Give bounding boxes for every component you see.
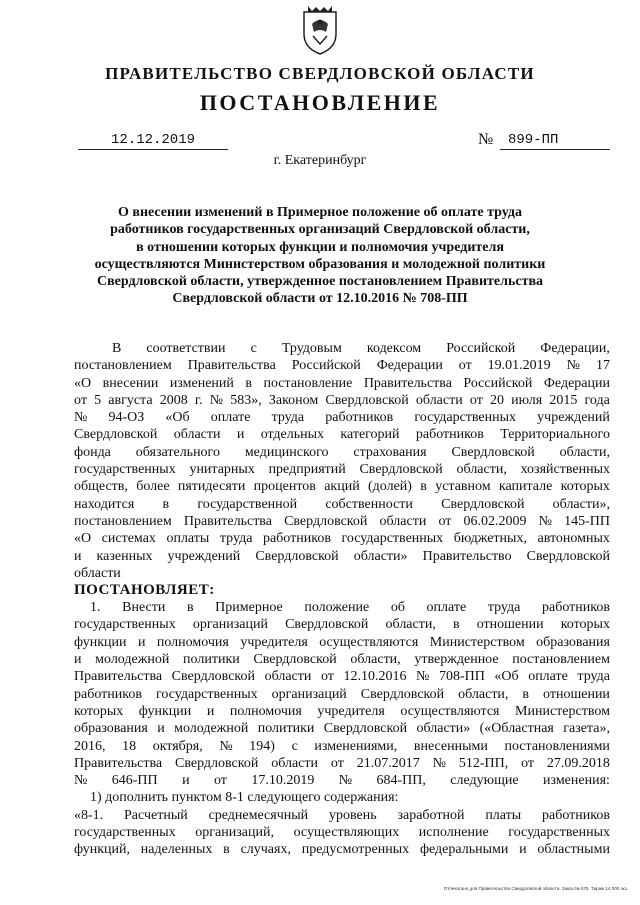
word: изменениями,: [314, 738, 398, 754]
word: Свердловской: [255, 548, 339, 564]
word: Свердловской: [74, 427, 158, 443]
word: области,: [385, 617, 436, 633]
word: постановление: [263, 375, 353, 391]
word: Свердловской: [359, 462, 443, 478]
word: собственности: [325, 496, 413, 512]
word: работников: [542, 807, 610, 823]
word: областными: [537, 842, 610, 858]
text-line: [74, 720, 610, 737]
word: 18: [122, 738, 137, 754]
word: Свердловской: [451, 444, 535, 460]
word: 27.09.2018: [546, 755, 610, 771]
text-line: [74, 357, 610, 374]
word: организаций: [271, 686, 347, 702]
word: и: [74, 548, 82, 564]
heading-line: О внесении изменений в Примерное положение об оплате труда: [118, 205, 522, 220]
word: учредителя: [317, 703, 385, 719]
word: 2016,: [74, 738, 106, 754]
word: утвержденное: [414, 652, 499, 668]
document-date: 12.12.2019: [78, 132, 228, 150]
word: в: [162, 496, 170, 512]
text-line: [74, 616, 610, 633]
word: казенных: [96, 548, 153, 564]
word: 145-ПП: [564, 513, 610, 529]
word: осуществляются: [400, 703, 500, 719]
word: оплате: [426, 600, 467, 616]
text-line: [74, 755, 610, 772]
text-line: [74, 513, 610, 530]
word: медицинского: [244, 444, 329, 460]
text-line: [74, 444, 610, 461]
word: находится: [74, 496, 135, 512]
word: которых: [560, 479, 610, 495]
word: Министерством: [429, 634, 525, 650]
word: более: [136, 479, 170, 495]
word: и: [519, 842, 527, 858]
word: №: [432, 755, 446, 771]
number-label: №: [478, 131, 494, 148]
word: в: [186, 600, 194, 616]
word: работников: [262, 531, 331, 547]
heading-line: в отношении которых функции и полномочия учредителя: [136, 239, 504, 255]
item-1-paragraph: [74, 599, 610, 789]
word: работников: [542, 600, 610, 616]
word: области,: [458, 686, 509, 702]
word: от: [320, 669, 334, 685]
word: в: [420, 479, 427, 495]
word: следующие: [450, 773, 519, 789]
word: от: [330, 755, 344, 771]
word: области: [415, 392, 463, 408]
word: Российской: [446, 341, 516, 356]
word: и: [74, 652, 82, 668]
word: Свердловской: [325, 392, 409, 408]
word: политики: [257, 721, 315, 737]
word: капитале: [498, 479, 553, 495]
word: которых: [560, 617, 610, 633]
word: Российской: [291, 358, 361, 374]
word: 2008: [159, 392, 188, 408]
word: 06.02.2009: [463, 513, 527, 529]
coat-of-arms-emblem: [298, 4, 342, 56]
word: от: [74, 392, 87, 408]
word: от: [438, 513, 452, 529]
text-line: [74, 496, 610, 513]
word: случаях,: [240, 842, 291, 858]
heading-line: Свердловской области, утвержденное постановлением Правительства: [96, 274, 544, 290]
text-line: [74, 461, 610, 478]
word: №: [74, 773, 88, 789]
text-line: [74, 668, 610, 685]
word: Российской: [463, 375, 533, 391]
document-heading: [90, 204, 550, 308]
word: и: [236, 427, 245, 443]
word: бюджетных,: [453, 531, 527, 547]
word: полномочия: [156, 634, 229, 650]
word: об: [390, 600, 405, 616]
text-line: [74, 686, 610, 703]
word: 12.10.2016: [343, 669, 407, 685]
word: Свердловской: [253, 652, 337, 668]
word: Федерации: [376, 358, 443, 374]
text-line: [74, 392, 610, 409]
document-number: 899-ПП: [500, 132, 610, 150]
word: учредителя: [240, 634, 308, 650]
print-footer: Отпечатано для Правительства Свердловской области. Заказ № 575. Тираж 14 000 экз.: [443, 886, 628, 891]
text-line: [74, 651, 610, 668]
word: «Об: [165, 410, 190, 426]
city-name: г. Екатеринбург: [273, 153, 367, 168]
word: и: [137, 634, 146, 650]
word: Законом: [268, 392, 319, 408]
word: соответствии: [146, 341, 226, 356]
heading-line: осуществляются Министерством образования и молодежной политики: [94, 256, 546, 272]
word: с: [250, 341, 257, 356]
text-line: [74, 824, 610, 841]
word: Правительства: [74, 669, 163, 685]
word: 20: [489, 392, 504, 408]
text-line: [74, 409, 610, 426]
word: предусмотренных: [301, 842, 410, 858]
text-line: [74, 530, 610, 547]
word: Территориального: [500, 427, 610, 443]
word: в: [522, 686, 530, 702]
word: постановлением: [74, 358, 172, 374]
word: Свердловской: [174, 755, 259, 771]
word: платы: [485, 807, 522, 823]
word: фонда: [74, 444, 111, 460]
word: от: [469, 392, 483, 408]
word: г.: [194, 392, 203, 408]
word: полномочия: [229, 703, 302, 719]
word: Примерное: [215, 600, 283, 616]
word: с: [291, 738, 298, 754]
word: (долей): [368, 479, 412, 495]
text-line: [74, 599, 610, 616]
word: положение: [304, 600, 370, 616]
word: Расчетный: [124, 807, 188, 823]
word: июля: [511, 392, 543, 408]
word: 1.: [90, 600, 101, 616]
word: образования: [536, 634, 610, 650]
word: государственных: [74, 825, 176, 841]
word: 17.10.2019: [251, 773, 315, 789]
word: и: [157, 721, 165, 737]
word: 708-ПП: [438, 669, 485, 685]
word: молодежной: [95, 652, 170, 668]
word: внесении: [102, 375, 159, 391]
word: и: [182, 773, 190, 789]
word: области,: [350, 652, 401, 668]
word: Внести: [122, 600, 166, 616]
word: области: [74, 565, 121, 581]
word: в: [452, 617, 460, 633]
word: №: [74, 410, 88, 426]
word: Правительства: [183, 513, 272, 529]
word: области: [264, 669, 312, 685]
word: заработной: [397, 807, 465, 823]
word: области»,: [552, 496, 610, 512]
word: Правительства: [187, 358, 276, 374]
word: унитарных: [189, 462, 255, 478]
word: образования: [74, 721, 148, 737]
word: работников: [325, 410, 394, 426]
word: осуществляются: [319, 634, 419, 650]
word: государственных: [414, 410, 517, 426]
text-line: [74, 375, 610, 392]
word: Правительства: [363, 375, 452, 391]
document-type: ПОСТАНОВЛЕНИЕ: [199, 90, 441, 115]
word: категорий: [340, 427, 400, 443]
text-line: [74, 634, 610, 651]
word: предприятий: [268, 462, 346, 478]
word: 646-ПП: [111, 773, 158, 789]
word: №: [219, 738, 233, 754]
word: постановлениями: [504, 738, 610, 754]
word: от: [521, 755, 535, 771]
word: среднемесячный: [208, 807, 309, 823]
word: Свердловской: [526, 548, 610, 564]
word: труда: [271, 410, 305, 426]
text-line: [74, 738, 610, 755]
word: Трудовым: [281, 341, 342, 356]
word: октября,: [152, 738, 203, 754]
word: федеральными: [419, 842, 509, 858]
government-title: ПРАВИТЕЛЬСТВО СВЕРДЛОВСКОЙ ОБЛАСТИ: [105, 64, 535, 83]
word: работников: [415, 427, 484, 443]
word: отношении: [476, 617, 544, 633]
word: процентов: [253, 479, 316, 495]
word: осуществляющих: [293, 825, 400, 841]
word: области: [173, 427, 221, 443]
word: №: [338, 773, 353, 789]
word: функций,: [74, 842, 130, 858]
text-line: [74, 426, 610, 443]
word: В: [112, 341, 122, 356]
word: 21.07.2017: [356, 755, 420, 771]
word: «О: [74, 531, 92, 547]
word: уставном: [435, 479, 491, 495]
word: Федерации,: [540, 341, 610, 356]
word: №: [566, 358, 580, 374]
word: Свердловской: [171, 669, 256, 685]
word: системах: [101, 531, 156, 547]
word: Свердловской: [323, 721, 408, 737]
word: «Об: [494, 669, 519, 685]
word: труда: [577, 669, 610, 685]
text-line: [74, 478, 610, 495]
word: газета»,: [563, 721, 610, 737]
word: области»: [416, 721, 471, 737]
word: оплате: [528, 669, 568, 685]
word: хозяйственных: [520, 462, 610, 478]
word: «О: [74, 375, 92, 391]
word: государственной: [197, 496, 298, 512]
word: оплате: [210, 410, 251, 426]
word: Федерации: [543, 375, 610, 391]
word: государственных: [74, 617, 176, 633]
text-line: [74, 703, 610, 720]
word: акций: [324, 479, 360, 495]
word: 17: [595, 358, 610, 374]
word: государственных: [508, 825, 610, 841]
text-line: [74, 565, 610, 582]
word: организаций: [192, 617, 268, 633]
word: Свердловской: [360, 686, 445, 702]
word: 583»,: [230, 392, 262, 408]
text-line: [74, 772, 610, 789]
word: оплаты: [166, 531, 210, 547]
word: страхования: [353, 444, 427, 460]
word: уровень: [329, 807, 377, 823]
word: государственных: [341, 531, 444, 547]
word: области: [379, 513, 427, 529]
word: 512-ПП,: [458, 755, 509, 771]
word: организаций,: [195, 825, 274, 841]
word: области»: [353, 548, 408, 564]
word: учреждений: [167, 548, 241, 564]
word: постановлением: [512, 652, 610, 668]
word: 94-ОЗ: [108, 410, 145, 426]
word: в: [245, 375, 252, 391]
preamble-paragraph: [74, 340, 610, 582]
word: в: [223, 842, 230, 858]
word: от: [458, 358, 472, 374]
heading-line: работников государственных организаций Свердловской области,: [110, 222, 530, 238]
heading-line: Свердловской области от 12.10.2016 № 708-ПП: [172, 291, 468, 307]
word: области,: [456, 462, 507, 478]
item-8-1-paragraph: [74, 807, 610, 859]
word: и: [206, 703, 215, 719]
word: наделенных: [140, 842, 213, 858]
word: Свердловской: [284, 513, 368, 529]
word: автономных: [537, 531, 610, 547]
word: государственных: [74, 462, 176, 478]
word: изменения:: [543, 773, 610, 789]
word: 194): [249, 738, 275, 754]
word: Министерством: [515, 703, 610, 719]
text-line: [74, 841, 610, 858]
word: которых: [74, 703, 124, 719]
word: августа: [108, 392, 153, 408]
text-line: [74, 340, 610, 357]
word: области,: [559, 444, 610, 460]
word: внесенными: [413, 738, 488, 754]
word: изменений: [169, 375, 234, 391]
word: 2015: [549, 392, 578, 408]
word: Свердловской: [441, 496, 525, 512]
word: политики: [183, 652, 240, 668]
word: от: [213, 773, 227, 789]
word: обязательного: [135, 444, 220, 460]
word: учреждений: [537, 410, 610, 426]
resolve-word: ПОСТАНОВЛЯЕТ:: [74, 582, 215, 599]
document-body: [74, 340, 610, 859]
word: труда: [487, 600, 521, 616]
word: отношении: [543, 686, 610, 702]
word: 5: [94, 392, 102, 408]
word: пятидесяти: [177, 479, 246, 495]
word: года: [584, 392, 610, 408]
word: кодексом: [366, 341, 422, 356]
word: функции: [138, 703, 192, 719]
word: постановлением: [74, 513, 172, 529]
word: «8-1.: [74, 807, 104, 823]
word: функции: [74, 634, 127, 650]
word: области: [271, 755, 319, 771]
word: 684-ПП,: [376, 773, 426, 789]
word: Правительства: [74, 755, 163, 771]
word: №: [209, 392, 224, 408]
subitem-1: 1) дополнить пунктом 8-1 следующего содержания:: [90, 790, 399, 806]
text-line: [74, 807, 610, 824]
word: Правительство: [422, 548, 512, 564]
word: («Областная: [479, 721, 554, 737]
word: №: [538, 513, 552, 529]
text-line: [74, 548, 610, 565]
word: Свердловской: [285, 617, 369, 633]
word: работников: [74, 686, 142, 702]
word: отдельных: [260, 427, 325, 443]
word: 19.01.2019: [487, 358, 551, 374]
word: труда: [219, 531, 253, 547]
word: исполнение: [418, 825, 489, 841]
word: молодежной: [174, 721, 249, 737]
word: обществ,: [74, 479, 128, 495]
word: государственных: [155, 686, 258, 702]
word: №: [416, 669, 430, 685]
